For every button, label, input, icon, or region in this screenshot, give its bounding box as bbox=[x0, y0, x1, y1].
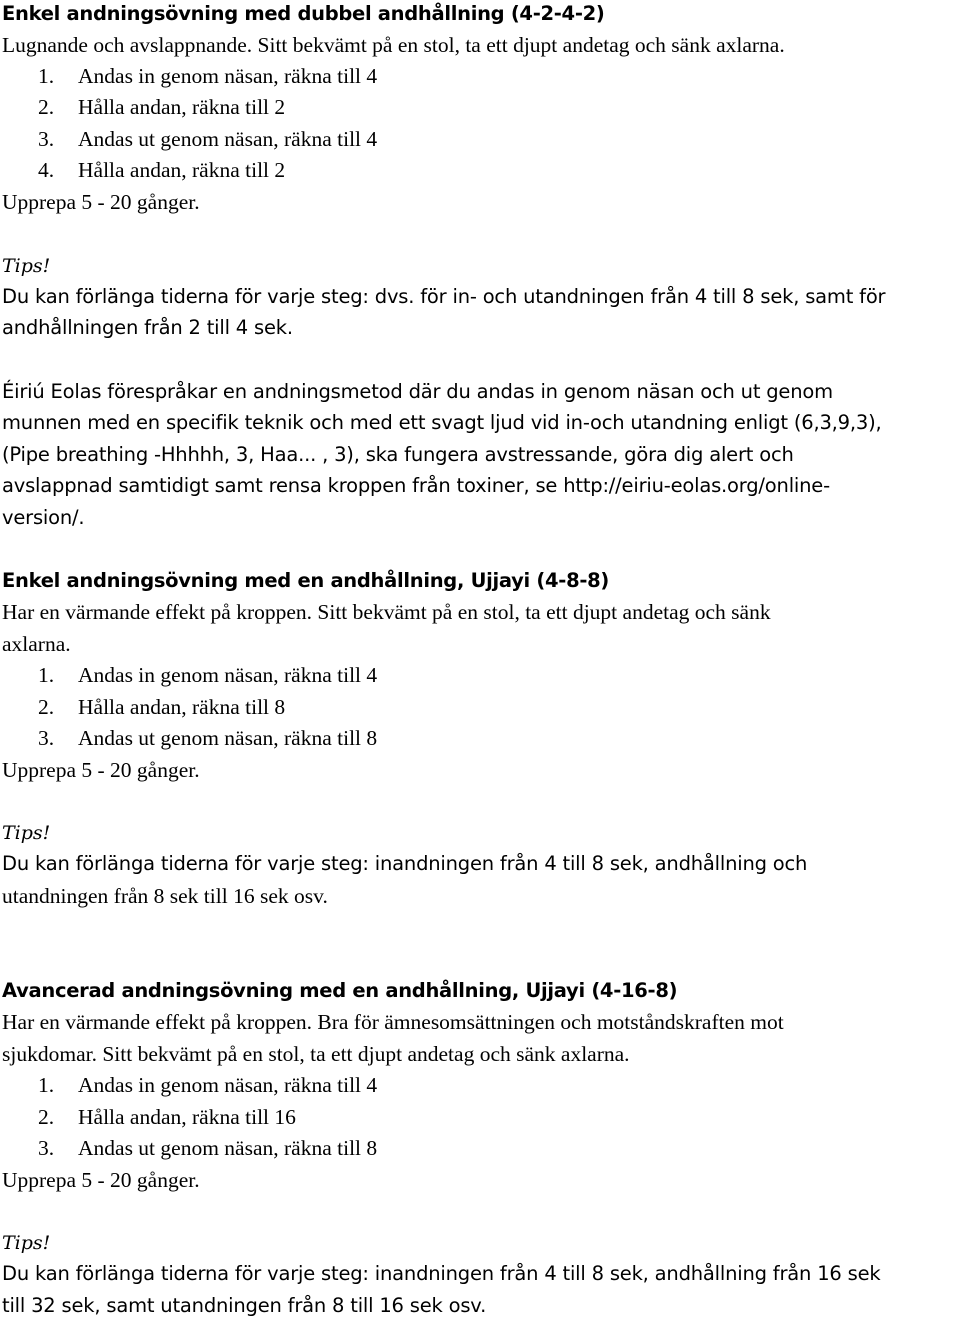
paragraph-line: (Pipe breathing -Hhhhh, 3, Haa... , 3), ska fungera avstressande, göra dig alert och bbox=[2, 443, 794, 466]
step-number: 3. bbox=[38, 127, 55, 151]
tips-label: Tips! bbox=[2, 255, 51, 277]
step-item bbox=[38, 154, 285, 186]
step-item bbox=[38, 1132, 377, 1164]
step-item bbox=[38, 60, 377, 92]
step-item bbox=[38, 722, 377, 754]
step-item bbox=[38, 659, 377, 691]
section-intro: Har en värmande effekt på kroppen. Bra för ämnesomsättningen och motståndskraften mot bbox=[2, 1010, 784, 1034]
tips-text: till 32 sek, samt utandningen från 8 till 16 sek osv. bbox=[2, 1294, 487, 1317]
tips-label: Tips! bbox=[2, 1232, 51, 1254]
step-number: 1. bbox=[38, 663, 55, 687]
section-intro: Har en värmande effekt på kroppen. Sitt bekvämt på en stol, ta ett djupt andetag och sänk bbox=[2, 600, 771, 624]
step-item bbox=[38, 123, 377, 155]
tips-text: andhållningen från 2 till 4 sek. bbox=[2, 316, 293, 339]
section-title: Enkel andningsövning med en andhållning, Ujjayi (4-8-8) bbox=[2, 569, 610, 592]
step-text: Hålla andan, räkna till 8 bbox=[78, 695, 286, 719]
section-title: Avancerad andningsövning med en andhållning, Ujjayi (4-16-8) bbox=[2, 979, 678, 1002]
step-text: Andas in genom näsan, räkna till 4 bbox=[78, 663, 378, 687]
step-item bbox=[38, 691, 285, 723]
step-text: Andas ut genom näsan, räkna till 8 bbox=[78, 726, 378, 750]
tips-text: Du kan förlänga tiderna för varje steg: inandningen från 4 till 8 sek, andhållning och bbox=[2, 852, 808, 875]
tips-text: Du kan förlänga tiderna för varje steg: dvs. för in- och utandningen från 4 till 8 sek, samt för bbox=[2, 285, 886, 308]
step-item bbox=[38, 1101, 296, 1133]
step-text: Hålla andan, räkna till 2 bbox=[78, 158, 286, 182]
tips-text: utandningen från 8 sek till 16 sek osv. bbox=[2, 884, 328, 908]
repeat-text: Upprepa 5 - 20 gånger. bbox=[2, 190, 200, 214]
step-number: 3. bbox=[38, 726, 55, 750]
repeat-text: Upprepa 5 - 20 gånger. bbox=[2, 1168, 200, 1192]
section-title: Enkel andningsövning med dubbel andhållning (4-2-4-2) bbox=[2, 2, 605, 25]
step-number: 4. bbox=[38, 158, 55, 182]
section-intro: sjukdomar. Sitt bekvämt på en stol, ta ett djupt andetag och sänk axlarna. bbox=[2, 1042, 630, 1066]
step-number: 2. bbox=[38, 95, 55, 119]
step-item bbox=[38, 91, 285, 123]
tips-label: Tips! bbox=[2, 822, 51, 844]
repeat-text: Upprepa 5 - 20 gånger. bbox=[2, 758, 200, 782]
paragraph-line: Éiriú Eolas förespråkar en andningsmetod där du andas in genom näsan och ut genom bbox=[2, 380, 833, 403]
section-intro: Lugnande och avslappnande. Sitt bekvämt på en stol, ta ett djupt andetag och sänk axlarna. bbox=[2, 33, 785, 57]
paragraph-line: avslappnad samtidigt samt rensa kroppen från toxiner, se http://eiriu-eolas.org/online- bbox=[2, 474, 830, 497]
step-text: Andas ut genom näsan, räkna till 4 bbox=[78, 127, 378, 151]
step-text: Hålla andan, räkna till 16 bbox=[78, 1105, 296, 1129]
step-text: Andas in genom näsan, räkna till 4 bbox=[78, 64, 378, 88]
step-text: Andas in genom näsan, räkna till 4 bbox=[78, 1073, 378, 1097]
step-item bbox=[38, 1069, 377, 1101]
step-number: 2. bbox=[38, 695, 55, 719]
step-text: Andas ut genom näsan, räkna till 8 bbox=[78, 1136, 378, 1160]
section-intro: axlarna. bbox=[2, 632, 71, 656]
step-text: Hålla andan, räkna till 2 bbox=[78, 95, 286, 119]
step-number: 2. bbox=[38, 1105, 55, 1129]
tips-text: Du kan förlänga tiderna för varje steg: inandningen från 4 till 8 sek, andhållning från 16 sek bbox=[2, 1262, 881, 1285]
step-number: 1. bbox=[38, 1073, 55, 1097]
step-number: 1. bbox=[38, 64, 55, 88]
step-number: 3. bbox=[38, 1136, 55, 1160]
paragraph-line: munnen med en specifik teknik och med ett svagt ljud vid in-och utandning enligt (6,3,9,3), bbox=[2, 411, 882, 434]
paragraph-line: version/. bbox=[2, 506, 85, 529]
